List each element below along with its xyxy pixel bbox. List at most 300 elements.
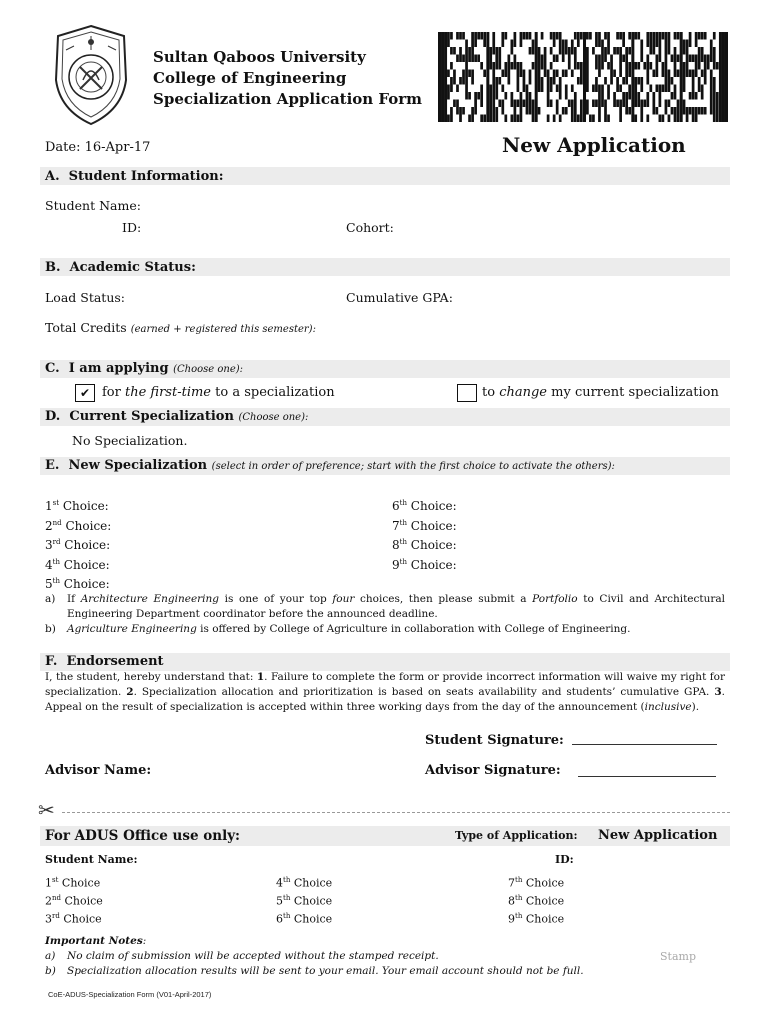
barcode-module xyxy=(698,55,701,63)
barcode-module xyxy=(447,92,450,100)
barcode-module xyxy=(686,70,689,78)
barcode-module xyxy=(526,85,529,93)
barcode-module xyxy=(616,32,619,40)
barcode-module xyxy=(598,70,601,78)
choices-right xyxy=(392,495,457,573)
section-e-title xyxy=(45,458,615,473)
barcode-module xyxy=(713,115,716,123)
section-c-title xyxy=(45,361,243,376)
choices-left xyxy=(45,495,111,593)
barcode-module xyxy=(716,62,719,70)
barcode-module xyxy=(532,115,535,123)
barcode-module xyxy=(701,92,704,100)
barcode-module xyxy=(625,62,628,70)
barcode-module xyxy=(486,77,489,85)
barcode-module xyxy=(511,100,514,108)
barcode-module xyxy=(659,100,662,108)
barcode-module xyxy=(613,92,616,100)
barcode-module xyxy=(652,32,655,40)
barcode-module xyxy=(683,85,686,93)
barcode-module xyxy=(492,107,495,115)
barcode-module xyxy=(659,115,662,123)
barcode-module xyxy=(595,62,598,70)
opt2-post: my current specialization xyxy=(551,385,719,400)
cohort-label: Cohort: xyxy=(346,220,394,235)
barcode-module xyxy=(456,100,459,108)
barcode-module xyxy=(538,55,541,63)
barcode-module xyxy=(559,47,562,55)
barcode-module xyxy=(622,55,625,63)
barcode-module xyxy=(504,32,507,40)
barcode-module xyxy=(474,40,477,48)
choice-8: 8th Choice: xyxy=(392,538,457,552)
barcode-module xyxy=(689,32,692,40)
barcode-module xyxy=(550,77,553,85)
barcode-module xyxy=(474,107,477,115)
barcode-module xyxy=(710,92,713,100)
barcode-module xyxy=(559,85,562,93)
barcode-module xyxy=(520,92,523,100)
type-of-application-label: Type of Application: xyxy=(455,829,578,842)
barcode-module xyxy=(616,100,619,108)
barcode-module xyxy=(523,100,526,108)
barcode-module xyxy=(713,107,716,115)
barcode-module xyxy=(668,115,671,123)
student-signature-line[interactable] xyxy=(572,744,717,745)
barcode-module xyxy=(677,70,680,78)
barcode-module xyxy=(689,40,692,48)
barcode-module xyxy=(725,115,728,123)
barcode-module xyxy=(441,55,444,63)
barcode-module xyxy=(507,55,510,63)
barcode-module xyxy=(677,55,680,63)
barcode-module xyxy=(511,92,514,100)
barcode-module xyxy=(444,107,447,115)
scissors-icon: ✂ xyxy=(38,798,55,822)
barcode-module xyxy=(668,85,671,93)
barcode-module xyxy=(586,85,589,93)
barcode-module xyxy=(532,100,535,108)
barcode-module xyxy=(492,70,495,78)
barcode-module xyxy=(517,85,520,93)
barcode-module xyxy=(601,40,604,48)
barcode-module xyxy=(535,92,538,100)
barcode-module xyxy=(532,40,535,48)
barcode-module xyxy=(589,115,592,123)
barcode-module xyxy=(619,47,622,55)
barcode-module xyxy=(462,70,465,78)
barcode-module xyxy=(441,32,444,40)
barcode-module xyxy=(689,107,692,115)
barcode-module xyxy=(480,32,483,40)
barcode-module xyxy=(695,115,698,123)
barcode-module xyxy=(489,85,492,93)
barcode-module xyxy=(683,77,686,85)
barcode-module xyxy=(523,77,526,85)
barcode-module xyxy=(668,47,671,55)
barcode-module xyxy=(471,40,474,48)
barcode-module xyxy=(517,62,520,70)
barcode-module xyxy=(459,115,462,123)
barcode-module xyxy=(598,100,601,108)
barcode-module xyxy=(586,55,589,63)
section-d-heading: D. Current Specialization xyxy=(45,409,234,424)
barcode-module xyxy=(580,100,583,108)
barcode-module xyxy=(438,115,441,123)
barcode-module xyxy=(662,32,665,40)
barcode-module xyxy=(535,107,538,115)
barcode-module xyxy=(637,77,640,85)
barcode-module xyxy=(683,70,686,78)
first-time-checkbox[interactable] xyxy=(75,384,95,402)
barcode-module xyxy=(637,62,640,70)
barcode-module xyxy=(480,85,483,93)
barcode-module xyxy=(465,40,468,48)
type-of-application-value: New Application xyxy=(598,828,718,843)
barcode-module xyxy=(450,47,453,55)
barcode-module xyxy=(456,55,459,63)
section-b-title: B. Academic Status: xyxy=(45,260,196,275)
barcode-module xyxy=(698,32,701,40)
barcode-module xyxy=(631,70,634,78)
barcode-module xyxy=(725,32,728,40)
barcode-module xyxy=(677,100,680,108)
opt2-italic: change xyxy=(499,385,547,400)
barcode-module xyxy=(501,32,504,40)
barcode-module xyxy=(471,107,474,115)
barcode-module xyxy=(595,40,598,48)
barcode-module xyxy=(716,115,719,123)
barcode-module xyxy=(550,47,553,55)
barcode-module xyxy=(640,115,643,123)
barcode-module xyxy=(456,85,459,93)
barcode-module xyxy=(713,62,716,70)
barcode-module xyxy=(568,62,571,70)
barcode-module xyxy=(628,107,631,115)
barcode-module xyxy=(649,62,652,70)
barcode-module xyxy=(574,100,577,108)
barcode-module xyxy=(465,77,468,85)
barcode-module xyxy=(444,70,447,78)
barcode-module xyxy=(486,55,489,63)
barcode-module xyxy=(504,70,507,78)
barcode-module xyxy=(462,77,465,85)
barcode-module xyxy=(535,47,538,55)
barcode-module xyxy=(553,70,556,78)
barcode-module xyxy=(710,40,713,48)
barcode-module xyxy=(459,47,462,55)
barcode-module xyxy=(456,107,459,115)
barcode-module xyxy=(483,40,486,48)
barcode-module xyxy=(707,62,710,70)
barcode-module xyxy=(646,70,649,78)
barcode-module xyxy=(652,92,655,100)
barcode-module xyxy=(520,32,523,40)
important-notes-title: Important Notes: xyxy=(45,935,147,947)
barcode-module xyxy=(680,32,683,40)
barcode-module xyxy=(529,32,532,40)
barcode-module xyxy=(628,92,631,100)
barcode-module xyxy=(556,70,559,78)
barcode-module xyxy=(474,55,477,63)
barcode-module xyxy=(671,55,674,63)
barcode-module xyxy=(438,40,441,48)
barcode-module xyxy=(601,47,604,55)
barcode-module xyxy=(477,32,480,40)
barcode-module xyxy=(526,92,529,100)
barcode-module xyxy=(674,47,677,55)
barcode-module xyxy=(550,100,553,108)
barcode-module xyxy=(565,85,568,93)
barcode-module xyxy=(725,55,728,63)
barcode-module xyxy=(511,40,514,48)
barcode-module xyxy=(495,115,498,123)
barcode-module xyxy=(662,62,665,70)
barcode-module xyxy=(556,85,559,93)
important-note-b: b) Specialization allocation results will be sent to your email. Your email account should not be full. xyxy=(45,965,584,977)
barcode-module xyxy=(701,107,704,115)
barcode-module xyxy=(722,40,725,48)
load-status-label: Load Status: xyxy=(45,290,125,305)
barcode-module xyxy=(598,40,601,48)
barcode-module xyxy=(722,92,725,100)
barcode-module xyxy=(674,85,677,93)
barcode-module xyxy=(695,40,698,48)
barcode-module xyxy=(447,70,450,78)
barcode-module xyxy=(619,107,622,115)
barcode-module xyxy=(523,85,526,93)
barcode-module xyxy=(625,47,628,55)
barcode-module xyxy=(501,107,504,115)
barcode-module xyxy=(646,92,649,100)
barcode-module xyxy=(686,55,689,63)
first-time-option-label xyxy=(102,385,335,400)
barcode-module xyxy=(631,100,634,108)
barcode-module xyxy=(613,47,616,55)
barcode-module xyxy=(547,92,550,100)
barcode-module xyxy=(725,107,728,115)
barcode-module xyxy=(583,55,586,63)
barcode-module xyxy=(607,115,610,123)
barcode-module xyxy=(465,47,468,55)
barcode-module xyxy=(668,77,671,85)
barcode-module xyxy=(598,107,601,115)
barcode-module xyxy=(713,92,716,100)
form-title: Specialization Application Form xyxy=(153,90,423,108)
barcode-module xyxy=(652,107,655,115)
barcode-module xyxy=(713,85,716,93)
barcode-module xyxy=(695,70,698,78)
barcode-module xyxy=(541,55,544,63)
office-title: For ADUS Office use only: xyxy=(45,828,241,844)
barcode-module xyxy=(486,92,489,100)
barcode-module xyxy=(586,32,589,40)
barcode-module xyxy=(619,62,622,70)
barcode-module xyxy=(565,47,568,55)
barcode-module xyxy=(619,70,622,78)
barcode-module xyxy=(634,100,637,108)
barcode-module xyxy=(586,70,589,78)
barcode-module xyxy=(656,62,659,70)
barcode-module xyxy=(514,115,517,123)
barcode-module xyxy=(725,77,728,85)
barcode-module xyxy=(541,62,544,70)
barcode-module xyxy=(535,85,538,93)
barcode-module xyxy=(486,47,489,55)
barcode-module xyxy=(465,85,468,93)
barcode-module xyxy=(634,77,637,85)
advisor-signature-label: Advisor Signature: xyxy=(425,763,561,778)
barcode-module xyxy=(559,40,562,48)
change-checkbox[interactable] xyxy=(457,384,477,402)
barcode-module xyxy=(686,107,689,115)
barcode-module xyxy=(441,77,444,85)
barcode-module xyxy=(656,70,659,78)
barcode-module xyxy=(450,115,453,123)
barcode-module xyxy=(698,77,701,85)
barcode-module xyxy=(465,70,468,78)
barcode-module xyxy=(725,62,728,70)
barcode-module xyxy=(713,55,716,63)
barcode-module xyxy=(680,55,683,63)
change-option-label xyxy=(482,385,719,400)
barcode-module xyxy=(725,40,728,48)
barcode-module xyxy=(492,77,495,85)
choice-5: 5th Choice: xyxy=(45,577,110,591)
barcode-module xyxy=(625,70,628,78)
barcode-module xyxy=(571,70,574,78)
barcode-module xyxy=(471,55,474,63)
barcode-module xyxy=(601,62,604,70)
section-e-note: (select in order of preference; start with the first choice to activate the others): xyxy=(211,461,615,472)
barcode-module xyxy=(683,62,686,70)
barcode-module xyxy=(580,70,583,78)
barcode-module xyxy=(656,107,659,115)
barcode-module xyxy=(471,70,474,78)
barcode-module xyxy=(719,55,722,63)
barcode-module xyxy=(619,55,622,63)
barcode-module xyxy=(668,70,671,78)
barcode-module xyxy=(486,115,489,123)
barcode-module xyxy=(686,115,689,123)
barcode-module xyxy=(604,55,607,63)
barcode-module xyxy=(498,62,501,70)
barcode-module xyxy=(640,77,643,85)
barcode-module xyxy=(462,32,465,40)
barcode-module xyxy=(680,115,683,123)
barcode-module xyxy=(634,85,637,93)
barcode-module xyxy=(514,40,517,48)
barcode-module xyxy=(453,100,456,108)
barcode-module xyxy=(574,55,577,63)
barcode-module xyxy=(559,115,562,123)
barcode-module xyxy=(441,92,444,100)
barcode-module xyxy=(656,55,659,63)
barcode-module xyxy=(701,47,704,55)
barcode-module xyxy=(589,32,592,40)
barcode-module xyxy=(517,77,520,85)
barcode-module xyxy=(535,100,538,108)
barcode-module xyxy=(444,100,447,108)
barcode-module xyxy=(495,85,498,93)
barcode-module xyxy=(662,70,665,78)
advisor-signature-line[interactable] xyxy=(578,776,716,777)
office-id-label: ID: xyxy=(555,853,574,866)
barcode-module xyxy=(607,62,610,70)
barcode-module xyxy=(628,47,631,55)
barcode-module xyxy=(538,77,541,85)
barcode-module xyxy=(577,77,580,85)
barcode-module xyxy=(640,47,643,55)
barcode-module xyxy=(486,32,489,40)
barcode-module xyxy=(544,55,547,63)
barcode-module xyxy=(465,55,468,63)
barcode-module xyxy=(541,32,544,40)
barcode-module xyxy=(459,77,462,85)
barcode-module xyxy=(704,70,707,78)
barcode-module xyxy=(595,77,598,85)
barcode-module xyxy=(725,100,728,108)
barcode-module xyxy=(592,47,595,55)
barcode-module xyxy=(719,47,722,55)
barcode-module xyxy=(501,85,504,93)
barcode-module xyxy=(532,47,535,55)
barcode-module xyxy=(453,70,456,78)
barcode-module xyxy=(556,107,559,115)
barcode-module xyxy=(707,55,710,63)
barcode-module xyxy=(613,100,616,108)
barcode-module xyxy=(583,100,586,108)
barcode-module xyxy=(441,115,444,123)
barcode-module xyxy=(441,100,444,108)
office-choice-6: 6th Choice xyxy=(276,912,333,926)
barcode-module xyxy=(701,55,704,63)
barcode-module xyxy=(468,92,471,100)
section-f-title: F. Endorsement xyxy=(45,654,164,669)
barcode-module xyxy=(683,40,686,48)
barcode-module xyxy=(619,85,622,93)
barcode-module xyxy=(722,85,725,93)
barcode-module xyxy=(574,92,577,100)
barcode-module xyxy=(704,107,707,115)
barcode-module xyxy=(580,107,583,115)
barcode-module xyxy=(495,55,498,63)
barcode-module xyxy=(643,62,646,70)
barcode-module xyxy=(598,92,601,100)
barcode-module xyxy=(619,115,622,123)
choice-3: 3rd Choice: xyxy=(45,538,111,552)
barcode-module xyxy=(571,107,574,115)
barcode-module xyxy=(511,47,514,55)
barcode-module xyxy=(547,85,550,93)
barcode-module xyxy=(492,115,495,123)
barcode-module xyxy=(631,77,634,85)
barcode-module xyxy=(562,40,565,48)
barcode-module xyxy=(574,115,577,123)
barcode-module xyxy=(628,62,631,70)
barcode-module xyxy=(438,77,441,85)
barcode-module xyxy=(616,47,619,55)
barcode-module xyxy=(631,55,634,63)
barcode-module xyxy=(489,107,492,115)
barcode-module xyxy=(698,62,701,70)
barcode-module xyxy=(668,100,671,108)
barcode-module xyxy=(710,100,713,108)
barcode-module xyxy=(468,47,471,55)
barcode-module xyxy=(637,100,640,108)
university-name: Sultan Qaboos University xyxy=(153,48,366,66)
barcode-module xyxy=(465,62,468,70)
